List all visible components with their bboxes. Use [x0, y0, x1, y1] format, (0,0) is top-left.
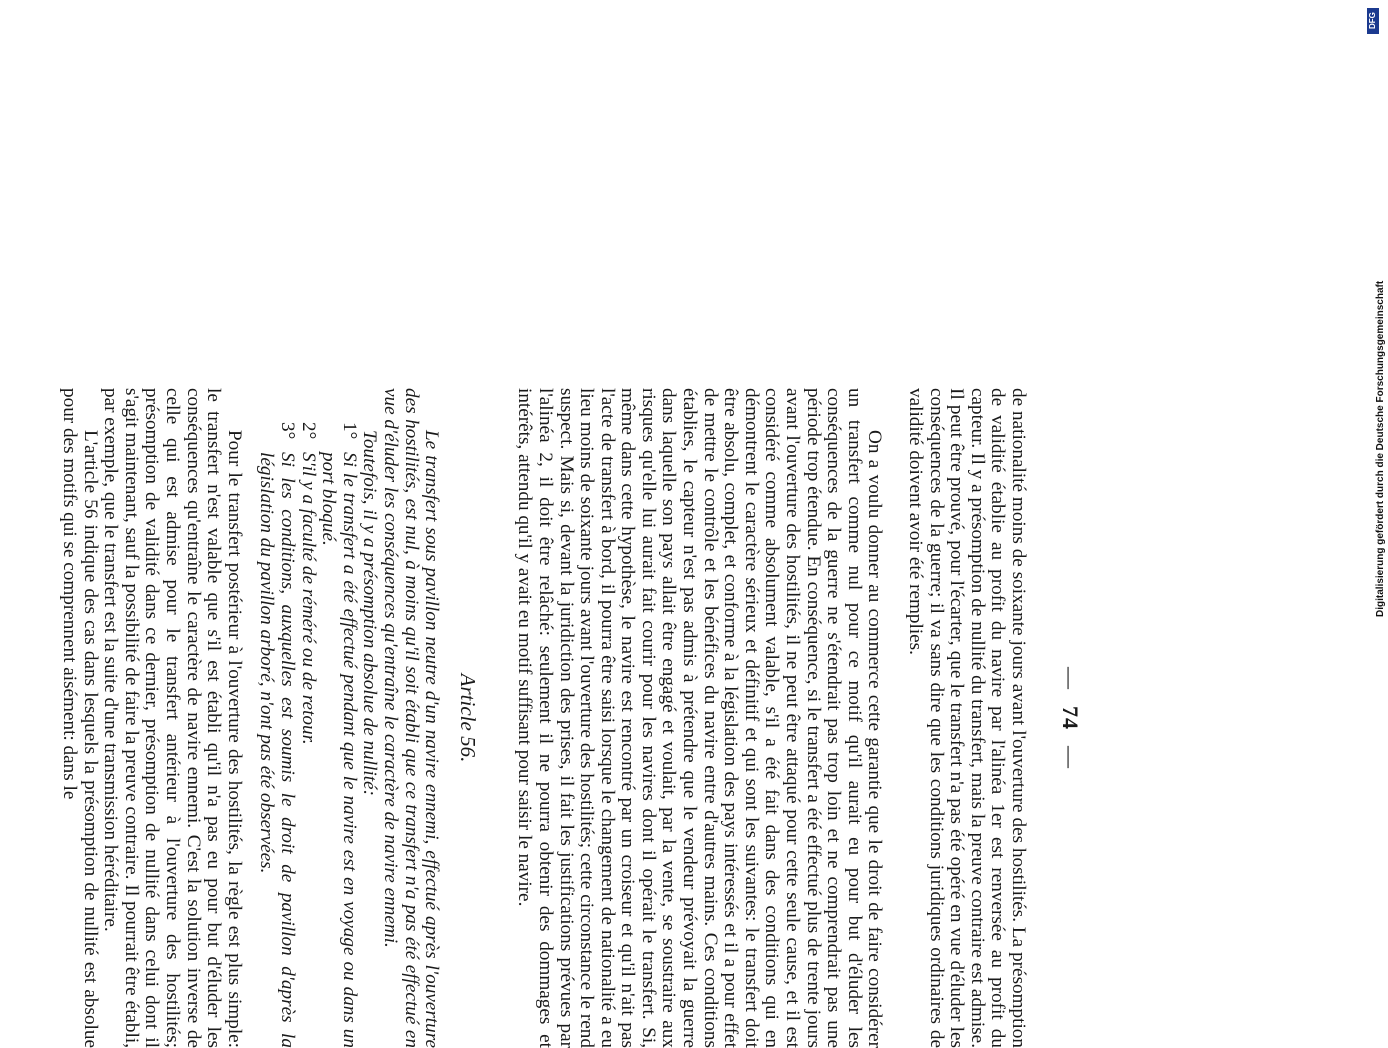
paragraph-posterior-transfer: Pour le transfert postérieur à l'ouverture des hostilités, la règle est plus simple: le transfert n'est valable que s'il est établi qu'il n'a pas eu pour but d'éluder les conséquences qu'entraîne le caractère de navire ennemi. C'est la solution inverse de celle qui est admise pour le transfert antérieur à l'ouverture des hostilités; présomption de validité dans ce dernier, présomption de nullité dans celui dont il s'agit maintenant, sauf la possibilité de faire la preuve contraire. Il pourrait être établi, par exemple, que le transfert est la suite d'une transmission héréditaire. — [100, 388, 245, 1048]
article-56-list — [256, 388, 359, 1048]
digitization-credit: Digitalisierung gefördert durch die Deutsche Forschungsgemeinschaft — [1375, 280, 1386, 617]
article-56-intro: Toutefois, il y a présomption absolue de nullité: — [359, 430, 381, 796]
article-item: 1°Si le transfert a été effectué pendant que le navire est en voyage ou dans un port bloqué. — [318, 422, 360, 1048]
paragraph-article-56-cases: L'article 56 indique des cas dans lesquels la présomption de nullité est absolue pour des motifs qui se comprennent aisément: dans le — [59, 388, 101, 1048]
paragraph-continuation: de nationalité moins de soixante jours avant l'ouverture des hostilités. La présomption de validité établie au profit du navire par l'alinéa 1er est renversée au profit du capteur. Il y a présomption de nullité du transfert, mais la preuve contraire est admise. Il peut être prouvé, pour l'écarter, que le transfert n'a pas été opéré en vue d'éluder les conséquences de la guerre; il va sans dire que les conditions juridiques ordinaires de validité doivent avoir été remplies. — [905, 388, 1029, 1048]
article-item: 2°S'il y a faculté de réméré ou de retour. — [297, 422, 319, 745]
article-heading: Article 56. — [455, 673, 480, 763]
article-item: 3°Si les conditions, auxquelles est soumis le droit de pavillon d'après la législation du pavillon arboré, n'ont pas été observées. — [256, 422, 298, 1048]
page-body — [58, 388, 1028, 1048]
page-number: —74— — [1058, 667, 1083, 769]
rotated-document-page — [0, 388, 1096, 1048]
dfg-logo: DFG — [1367, 8, 1379, 34]
article-56-text: Le transfert sous pavillon neutre d'un navire ennemi, effectué après l'ouverture des hostilités, est nul, à moins qu'il soit établi que ce transfert n'a pas été effectué en vue d'éluder les conséquences qu'entraîne le caractère de navire ennemi. — [379, 388, 443, 1048]
page-number-value: 74 — [1058, 706, 1083, 730]
paragraph-commerce-guarantee: On a voulu donner au commerce cette garantie que le droit de faire considérer un transfert comme nul pour ce motif qu'il aurait eu pour but d'éluder les conséquences de la guerre ne s'étendrait pas trop loin et ne comprendrait pas une période trop étendue. En conséquence, si le transfert a été effectué plus de trente jours avant l'ouverture des hostilités, il ne peut être attaqué pour cette seule cause, et il est considéré comme absolument valable, s'il a été fait dans des conditions qui en démontrent le caractère sérieux et définitif et qui sont les suivantes: le transfert doit être absolu, complet, et conforme à la législation des pays intéressés et il a pour effet de mettre le contrôle et les bénéfices du navire entre d'autres mains. Ces conditions établies, le capteur n'est pas admis à prétendre que le vendeur prévoyait la guerre dans laquelle son pays allait être engagé et voulait, par la vente, se soustraire aux risques qu'elle lui aurait fait courir pour les navires dont il opérait le transfert. Si, même dans cette hypothèse, le navire est rencontré par un croiseur et qu'il n'ait pas l'acte de transfert à bord, il pourra être saisi lorsque le changement de nationalité a eu lieu moins de soixante jours avant l'ouverture des hostilités; cette circonstance le rend suspect. Mais si, devant la juridiction des prises, il fait les justifications prévues par l'alinéa 2, il doit être relâché: seulement il ne pourra obtenir des dommages et intérêts, attendu qu'il y avait eu motif suffisant pour saisir le navire. — [514, 388, 886, 1048]
